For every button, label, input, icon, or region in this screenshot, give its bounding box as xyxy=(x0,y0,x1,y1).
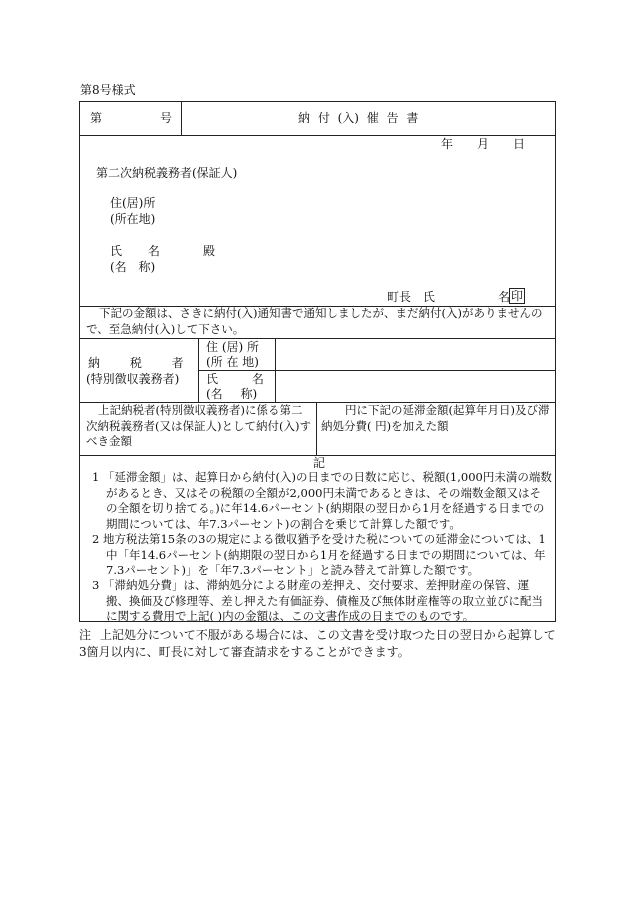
recipient-address-label: 住(居)所 xyxy=(110,196,156,210)
amount-description: 上記納税者(特別徴収義務者)に係る第二次納税義務者(又は保証人)として納付(入)すべき金額 xyxy=(86,403,311,449)
taxpayer-name-sub: (名 称) xyxy=(206,387,258,401)
taxpayer-name-label: 氏 名 xyxy=(206,372,264,386)
amount-formula: 円に下記の延滞金額(起算年月日)及び滞納処分費( 円)を加えた額 xyxy=(321,403,550,433)
issuer-name-label: 名 xyxy=(498,290,511,304)
recipient-name-label: 氏 名 xyxy=(110,244,160,258)
notes-heading: 記 xyxy=(313,456,326,470)
taxpayer-address-sub: (所 在 地) xyxy=(206,355,259,369)
date-year: 年 xyxy=(441,137,454,151)
issuer-title: 町長 氏 xyxy=(387,290,435,304)
seal-mark: 印 xyxy=(511,289,524,303)
taxpayer-label: 納 税 者 xyxy=(88,356,184,370)
note-item-1: 1 「延滞金額」は、起算日から納付(入)の日までの日数に応じ、税額(1,000円未満の端数があるとき、又はその税額の全額が2,000円未満であるときは、その端数金額又はその全額を切り捨てる。)に年14.6パーセント(納期限の翌日から1月を経過する日までの期間については、年7.3パーセント)の割合を乗じて計算した額です。 xyxy=(92,470,552,531)
recipient-address-sub: (所在地) xyxy=(110,212,156,226)
number-suffix: 号 xyxy=(160,111,173,125)
date-day: 日 xyxy=(513,137,526,151)
honorific: 殿 xyxy=(203,244,216,258)
notice-text: 下記の金額は、さきに納付(入)通知書で通知しましたが、まだ納付(入)がありませんので、至急納付(入)して下さい。 xyxy=(86,306,543,336)
recipient-name-sub: (名 称) xyxy=(110,260,156,274)
taxpayer-sub: (特別徴収義務者) xyxy=(86,372,180,386)
date-month: 月 xyxy=(477,137,490,151)
form-id: 第8号様式 xyxy=(80,83,136,97)
document-title: 納 付 (入) 催 告 書 xyxy=(298,111,419,125)
number-prefix: 第 xyxy=(90,111,103,125)
footnote-label: 注 xyxy=(79,628,92,642)
note-item-2: 2 地方税法第15条の3の規定による徴収猶予を受けた税についての延滞金については、1中「年14.6パーセント(納期限の翌日から1月を経過する日までの期間については、年7.3パーセント)」を「年7.3パーセント」と読み替えて計算した額です。 xyxy=(92,532,546,578)
recipient-type: 第二次納税義務者(保証人) xyxy=(96,166,238,180)
footnote-text: 上記処分について不服がある場合には、この文書を受け取つた日の翌日から起算して3箇月以内に、町長に対して審査請求をすることができます。 xyxy=(79,628,556,659)
note-item-3: 3 「滞納処分費」は、滞納処分による財産の差押え、交付要求、差押財産の保管、運搬、換価及び修理等、差し押えた有価証券、債権及び無体財産権等の取立並びに配当に関する費用で上記( )内の金額は、この文書作成の日までのものです。 xyxy=(92,578,543,624)
taxpayer-address-label: 住 (居) 所 xyxy=(206,340,259,354)
